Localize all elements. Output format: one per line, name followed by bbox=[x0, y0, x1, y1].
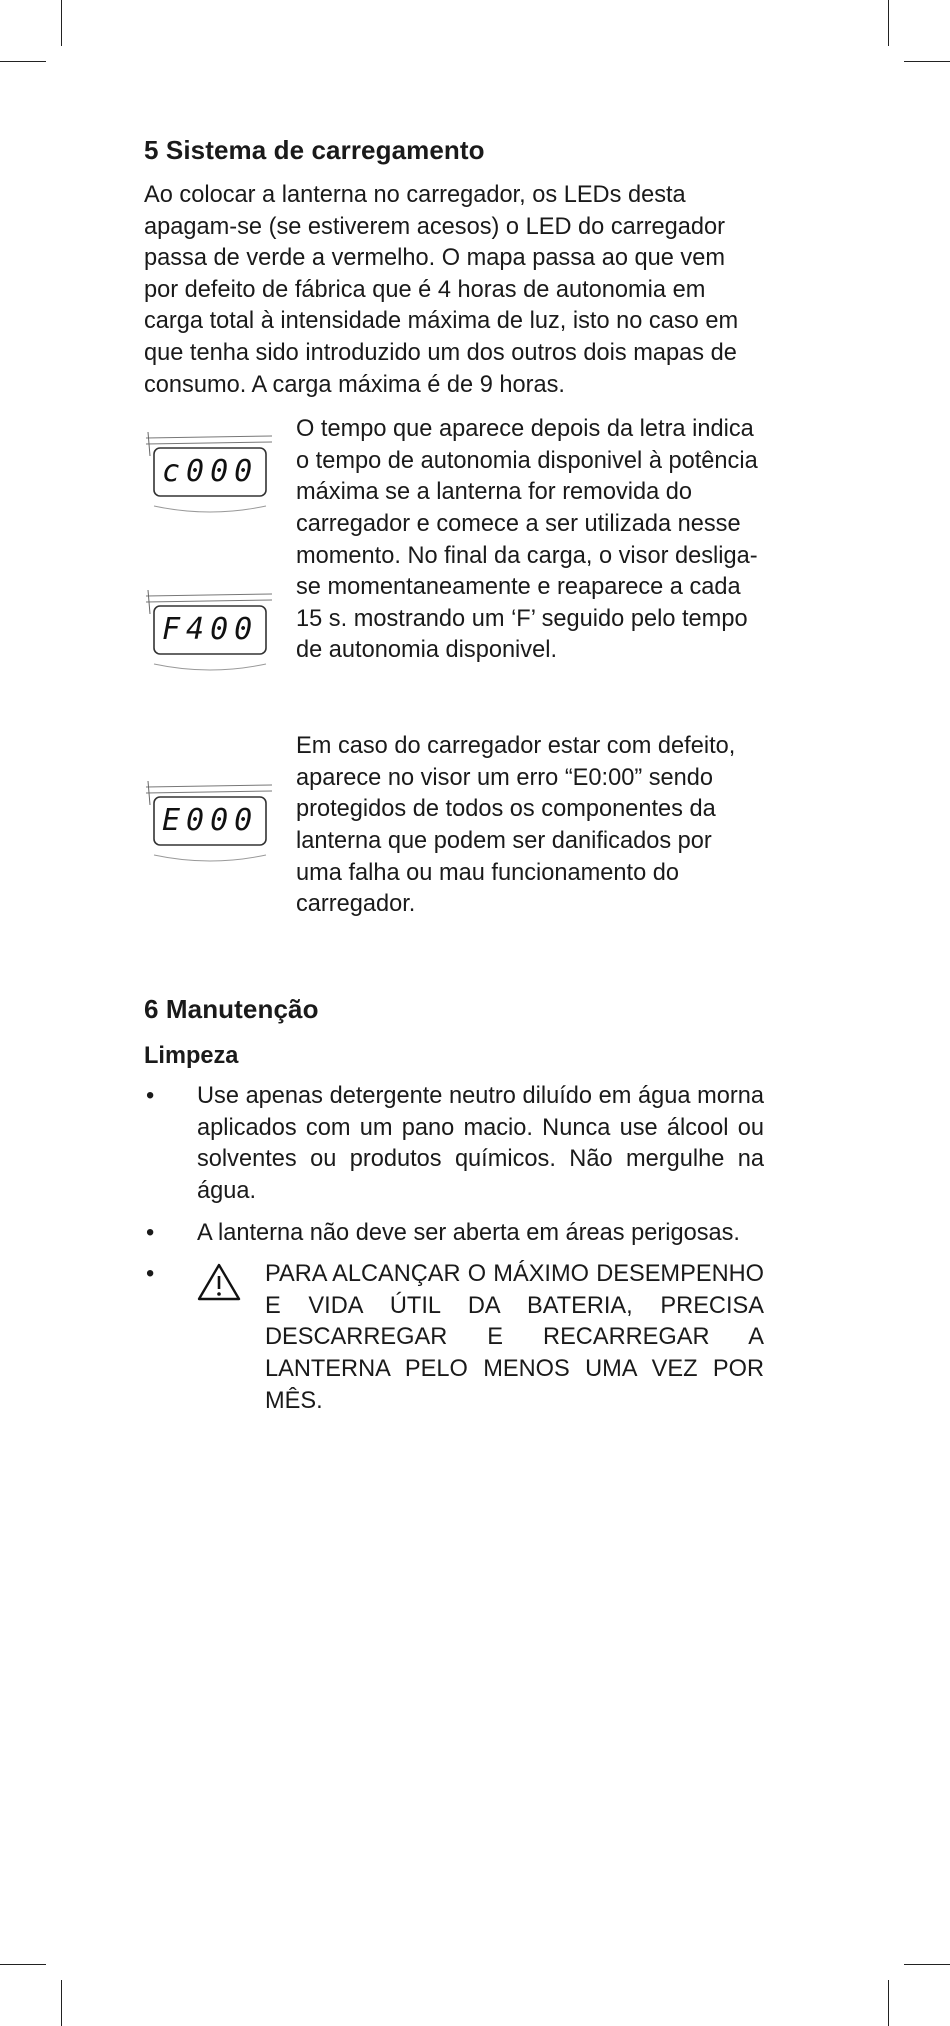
crop-mark-bottom-left-v bbox=[61, 1980, 62, 2026]
warning-triangle-icon bbox=[197, 1263, 241, 1301]
bullet-marker: • bbox=[146, 1219, 155, 1246]
crop-mark-bottom-left-h bbox=[0, 1964, 46, 1965]
crop-mark-bottom-right-h bbox=[904, 1964, 950, 1965]
lcd-readout-full: F400 bbox=[162, 612, 259, 648]
lcd-readout-error: E000 bbox=[162, 803, 259, 839]
error-paragraph: Em caso do carregador estar com defeito, aparece no visor um erro “E0:00” sendo protegidos de todos os componentes da lanterna que podem ser danificados por uma falha ou mau funcionamento do carregador. bbox=[296, 733, 736, 918]
autonomy-paragraph: O tempo que aparece depois da letra indica o tempo de autonomia disponivel à potência máxima se a lanterna for removida do carregador e comece a ser utilizada nesse momento. No final da carga, o visor desliga-se momentaneamente e reaparece a cada 15 s. mostrando um ‘F’ seguido pelo tempo de autonomia disponivel. bbox=[296, 416, 758, 664]
crop-mark-top-left-v bbox=[61, 0, 62, 46]
lcd-display-full bbox=[144, 584, 276, 674]
cleaning-subtitle: Limpeza bbox=[144, 1043, 239, 1070]
bullet-marker: • bbox=[146, 1083, 155, 1110]
page-content bbox=[144, 132, 764, 1427]
list-item bbox=[144, 1218, 764, 1250]
crop-mark-top-right-h bbox=[904, 61, 950, 62]
list-item-warning bbox=[144, 1259, 764, 1417]
display-illustrations-block bbox=[144, 414, 764, 731]
charging-intro-paragraph: Ao colocar a lanterna no carregador, os LEDs desta apagam-se (se estiverem acesos) o LED do carregador passa de verde a vermelho. O mapa passa ao que vem por defeito de fábrica que é 4 horas de autonomia em carga total à intensidade máxima de luz, isto no caso em que tenha sido introduzido um dos outros dois mapas de consumo. A carga máxima é de 9 horas. bbox=[144, 182, 739, 398]
section-6-title: 6 Manutenção bbox=[144, 994, 319, 1025]
list-item-text: Use apenas detergente neutro diluído em água morna aplicados com um pano macio. Nunca use álcool ou solventes ou produtos químicos. Não mergulhe na água. bbox=[197, 1083, 764, 1204]
bullet-marker: • bbox=[146, 1261, 155, 1288]
section-charging-system bbox=[144, 132, 764, 921]
crop-mark-top-left-h bbox=[0, 61, 46, 62]
list-item-text: A lanterna não deve ser aberta em áreas perigosas. bbox=[197, 1219, 740, 1246]
crop-mark-top-right-v bbox=[888, 0, 889, 46]
lcd-display-error bbox=[144, 775, 276, 865]
section-5-title: 5 Sistema de carregamento bbox=[144, 135, 485, 165]
lcd-readout-charging: c000 bbox=[162, 454, 259, 490]
section-maintenance bbox=[144, 991, 764, 1417]
list-item bbox=[144, 1081, 764, 1207]
error-illustration-block bbox=[144, 731, 764, 921]
cleaning-list bbox=[144, 1081, 764, 1417]
list-item-text: PARA ALCANÇAR O MÁXIMO DESEMPENHO E VIDA ÚTIL DA BATERIA, PRECISA DESCARREGAR E RECARREGAR A LANTERNA PELO MENOS UMA VEZ POR MÊS. bbox=[265, 1261, 764, 1414]
crop-mark-bottom-right-v bbox=[888, 1980, 889, 2026]
lcd-display-charging bbox=[144, 426, 276, 516]
